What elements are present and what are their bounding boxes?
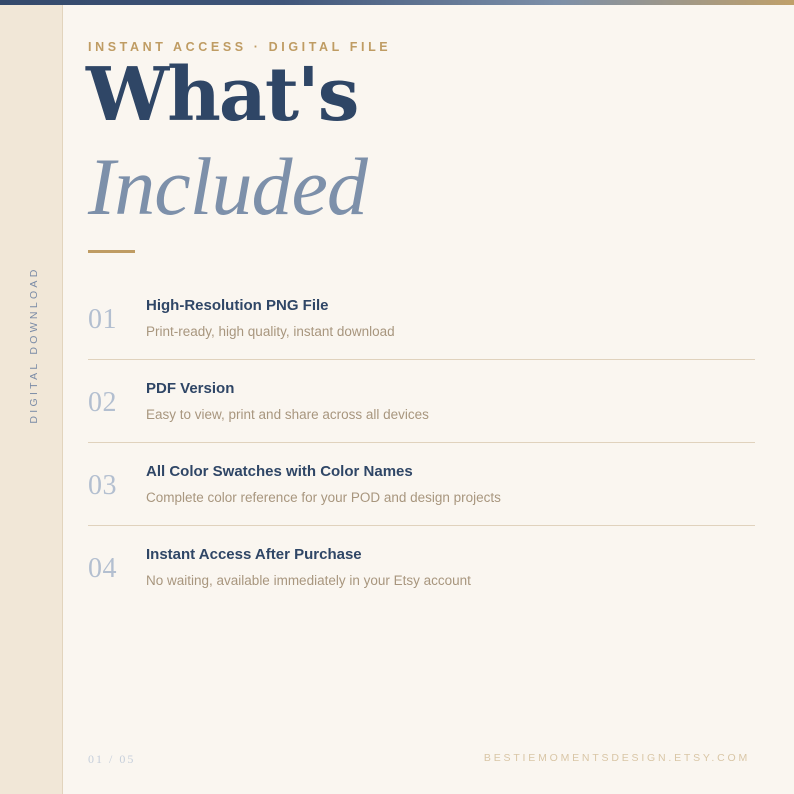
- page-title: What's: [86, 52, 358, 138]
- item-number: 04: [88, 553, 117, 584]
- list-item: [88, 443, 755, 526]
- item-description: Print-ready, high quality, instant download: [146, 324, 395, 339]
- page-subtitle: Included: [88, 141, 367, 232]
- list-item: [88, 360, 755, 443]
- item-description: No waiting, available immediately in your Etsy account: [146, 573, 471, 588]
- included-list: [88, 277, 755, 608]
- item-title: Instant Access After Purchase: [146, 546, 362, 563]
- item-number: 01: [88, 304, 117, 335]
- top-gradient-bar: [0, 0, 794, 5]
- eyebrow-text: INSTANT ACCESS · DIGITAL FILE: [88, 40, 392, 54]
- list-item: [88, 526, 755, 608]
- item-number: 02: [88, 387, 117, 418]
- item-title: High-Resolution PNG File: [146, 297, 329, 314]
- item-title: All Color Swatches with Color Names: [146, 463, 413, 480]
- item-number: 03: [88, 470, 117, 501]
- item-description: Easy to view, print and share across all devices: [146, 407, 429, 422]
- item-description: Complete color reference for your POD and design projects: [146, 490, 501, 505]
- sidebar-label: DIGITAL DOWNLOAD: [28, 266, 40, 424]
- item-title: PDF Version: [146, 380, 235, 397]
- title-divider: [88, 250, 135, 253]
- page-indicator: 01 / 05: [88, 752, 136, 766]
- shop-url: BESTIEMOMENTSDESIGN.ETSY.COM: [483, 752, 750, 764]
- list-item: [88, 277, 755, 360]
